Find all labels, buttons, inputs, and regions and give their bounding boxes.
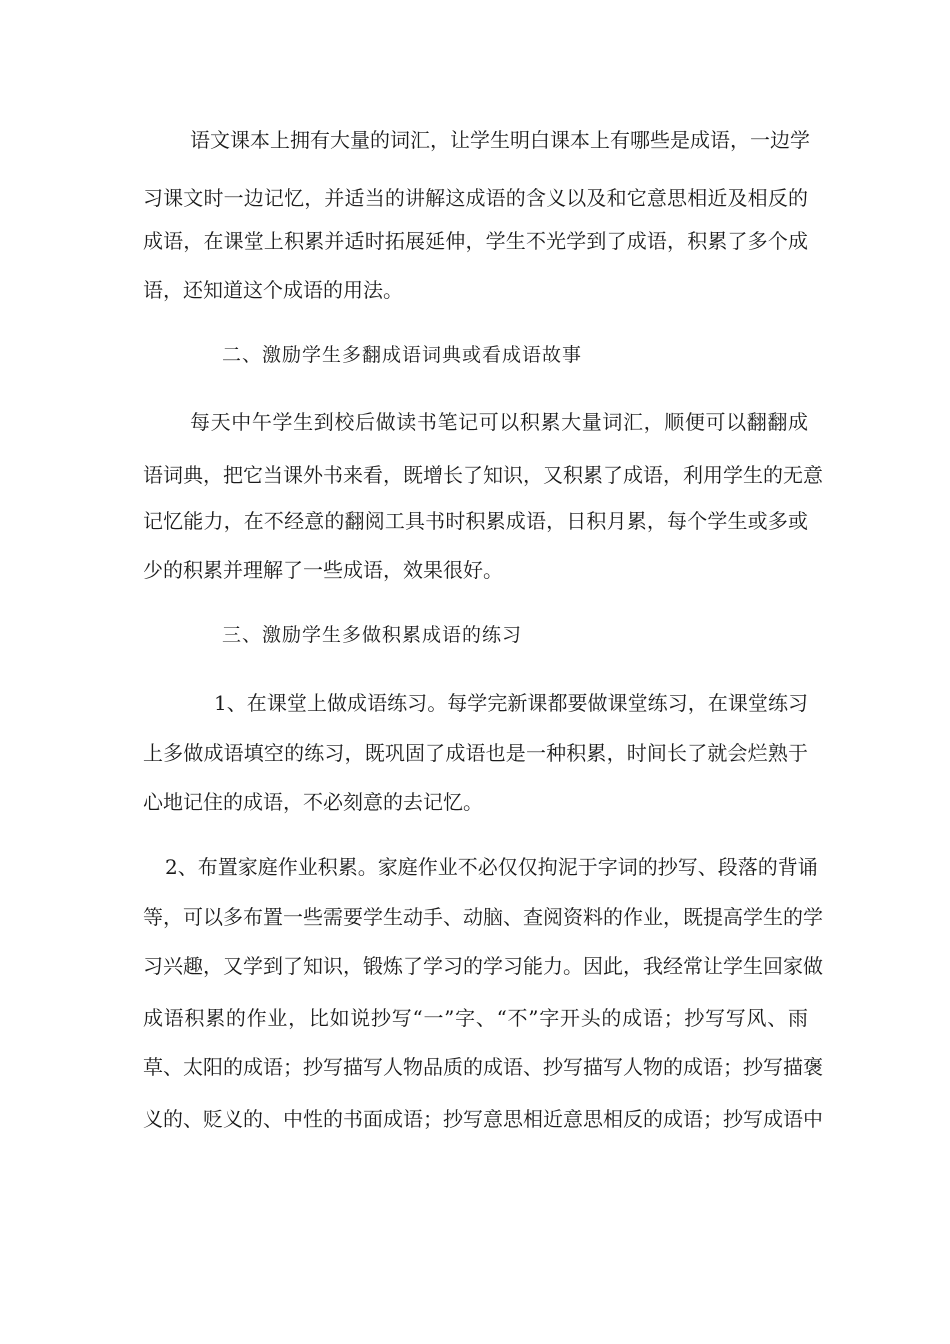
- paragraph-2-line-1: 每天中午学生到校后做读书笔记可以积累大量词汇，顺便可以翻翻成: [190, 410, 808, 434]
- paragraph-1-line-1: 语文课本上拥有大量的词汇，让学生明白课本上有哪些是成语，一边学: [190, 128, 810, 152]
- paragraph-4-line-5: 草、太阳的成语；抄写描写人物品质的成语、抄写描写人物的成语；抄写描褒: [143, 1055, 823, 1079]
- paragraph-1-line-3: 成语，在课堂上积累并适时拓展延伸，学生不光学到了成语，积累了多个成: [143, 229, 808, 253]
- paragraph-4-line-4: 成语积累的作业，比如说抄写“一”字、“不”字开头的成语；抄写写风、雨: [143, 1006, 808, 1030]
- paragraph-4-line-1: 2、布置家庭作业积累。家庭作业不必仅仅拘泥于字词的抄写、段落的背诵: [165, 855, 818, 879]
- section-heading-3: 三、激励学生多做积累成语的练习: [222, 624, 523, 646]
- paragraph-2-line-4: 少的积累并理解了一些成语，效果很好。: [143, 558, 503, 582]
- paragraph-4-line-3: 习兴趣，又学到了知识，锻炼了学习的学习能力。因此，我经常让学生回家做: [143, 954, 823, 978]
- paragraph-3-line-3: 心地记住的成语，不必刻意的去记忆。: [143, 790, 483, 814]
- paragraph-1-line-2: 习课文时一边记忆，并适当的讲解这成语的含义以及和它意思相近及相反的: [143, 186, 808, 210]
- section-heading-2: 二、激励学生多翻成语词典或看成语故事: [222, 344, 583, 366]
- paragraph-2-line-3: 记忆能力，在不经意的翻阅工具书时积累成语，日积月累，每个学生或多或: [143, 509, 808, 533]
- paragraph-1-line-4: 语，还知道这个成语的用法。: [143, 278, 403, 302]
- paragraph-2-line-2: 语词典，把它当课外书来看，既增长了知识，又积累了成语，利用学生的无意: [143, 463, 823, 487]
- paragraph-4-line-2: 等，可以多布置一些需要学生动手、动脑、查阅资料的作业，既提高学生的学: [143, 905, 823, 929]
- paragraph-3-line-2: 上多做成语填空的练习，既巩固了成语也是一种积累，时间长了就会烂熟于: [143, 741, 808, 765]
- paragraph-3-line-1: 1、在课堂上做成语练习。每学完新课都要做课堂练习，在课堂练习: [214, 691, 808, 715]
- paragraph-4-line-6: 义的、贬义的、中性的书面成语；抄写意思相近意思相反的成语；抄写成语中: [143, 1107, 823, 1131]
